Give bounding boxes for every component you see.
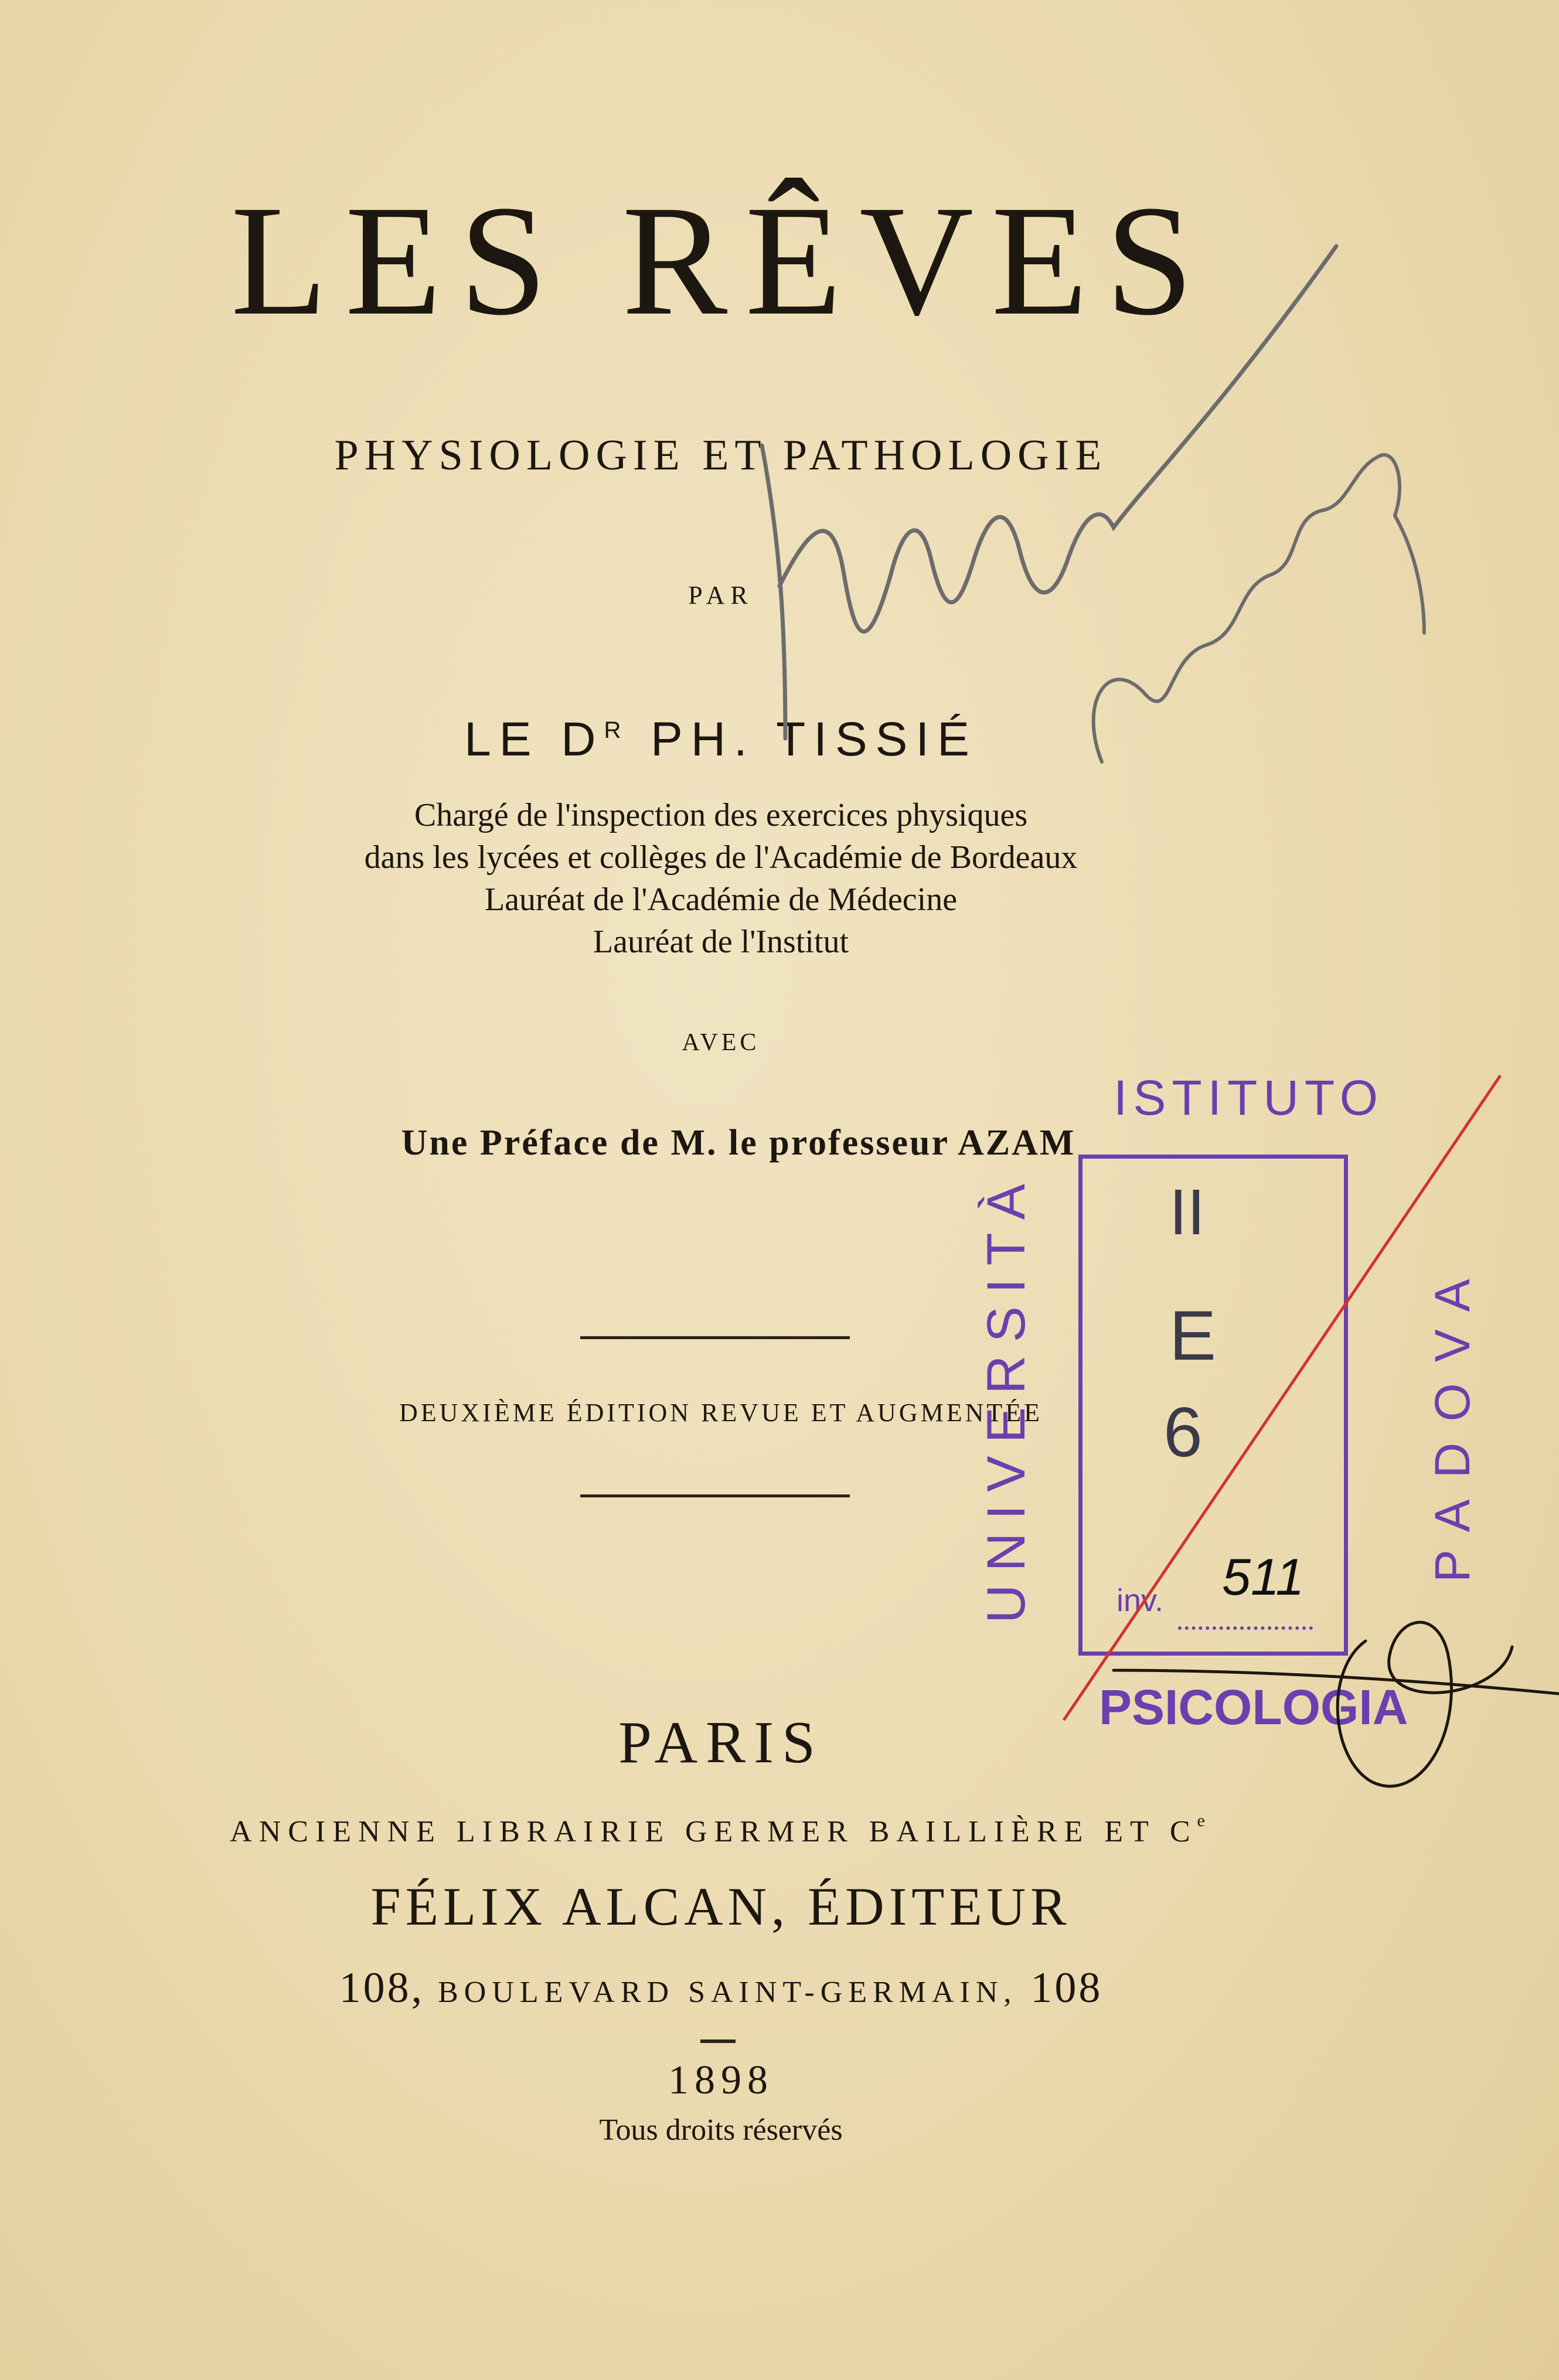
by-line: PAR	[688, 581, 754, 610]
inventory-number: 511	[1222, 1548, 1305, 1606]
author-prefix: LE D	[464, 713, 604, 766]
address-number: 108,	[339, 1964, 425, 2012]
preface-line: Une Préface de M. le professeur AZAM	[401, 1123, 1076, 1163]
rights-notice: Tous droits réservés	[599, 2113, 843, 2147]
qualification-line: Chargé de l'inspection des exercices physiques	[414, 797, 1028, 833]
stamp-right-text: PADOVA	[1425, 1258, 1480, 1582]
handwritten-signature	[1094, 455, 1424, 762]
with-line: AVEC	[682, 1029, 760, 1056]
shelfmark-line: E	[1169, 1296, 1217, 1375]
red-diagonal-line	[1064, 1075, 1500, 1720]
pen-loop-mark	[1114, 1622, 1559, 1786]
qualification-line: Lauréat de l'Institut	[593, 924, 849, 960]
former-publisher-sup: e	[1197, 1811, 1212, 1830]
handwritten-signature	[762, 246, 1336, 738]
author-rest: PH. TISSIÉ	[629, 713, 978, 766]
publication-year: 1898	[668, 2058, 774, 2103]
publisher-name: FÉLIX ALCAN, ÉDITEUR	[370, 1877, 1071, 1936]
qualification-line: dans les lycées et collèges de l'Académie de Bordeaux	[364, 839, 1078, 876]
address-number: 108	[1030, 1964, 1103, 2012]
shelfmark-line: 6	[1163, 1393, 1203, 1472]
stamp-top-text: ISTITUTO	[1114, 1070, 1384, 1125]
shelfmark-line: II	[1169, 1176, 1206, 1248]
inventory-label: inv.	[1117, 1583, 1164, 1618]
stamp-bottom-text: PSICOLOGIA	[1099, 1680, 1408, 1735]
stamp-left-text: UNIVERSITÀ	[976, 1170, 1036, 1623]
edition-line: DEUXIÈME ÉDITION REVUE ET AUGMENTÉE	[399, 1398, 1043, 1427]
book-title: LES RÊVES	[230, 173, 1211, 348]
address-street: BOULEVARD SAINT-GERMAIN,	[424, 1976, 1031, 2009]
publication-city: PARIS	[618, 1710, 823, 1776]
book-subtitle: PHYSIOLOGIE ET PATHOLOGIE	[334, 431, 1108, 479]
author-title-sup: R	[604, 717, 629, 743]
qualification-line: Lauréat de l'Académie de Médecine	[484, 881, 958, 918]
former-publisher-text: ANCIENNE LIBRAIRIE GERMER BAILLIÈRE ET C	[230, 1815, 1197, 1848]
